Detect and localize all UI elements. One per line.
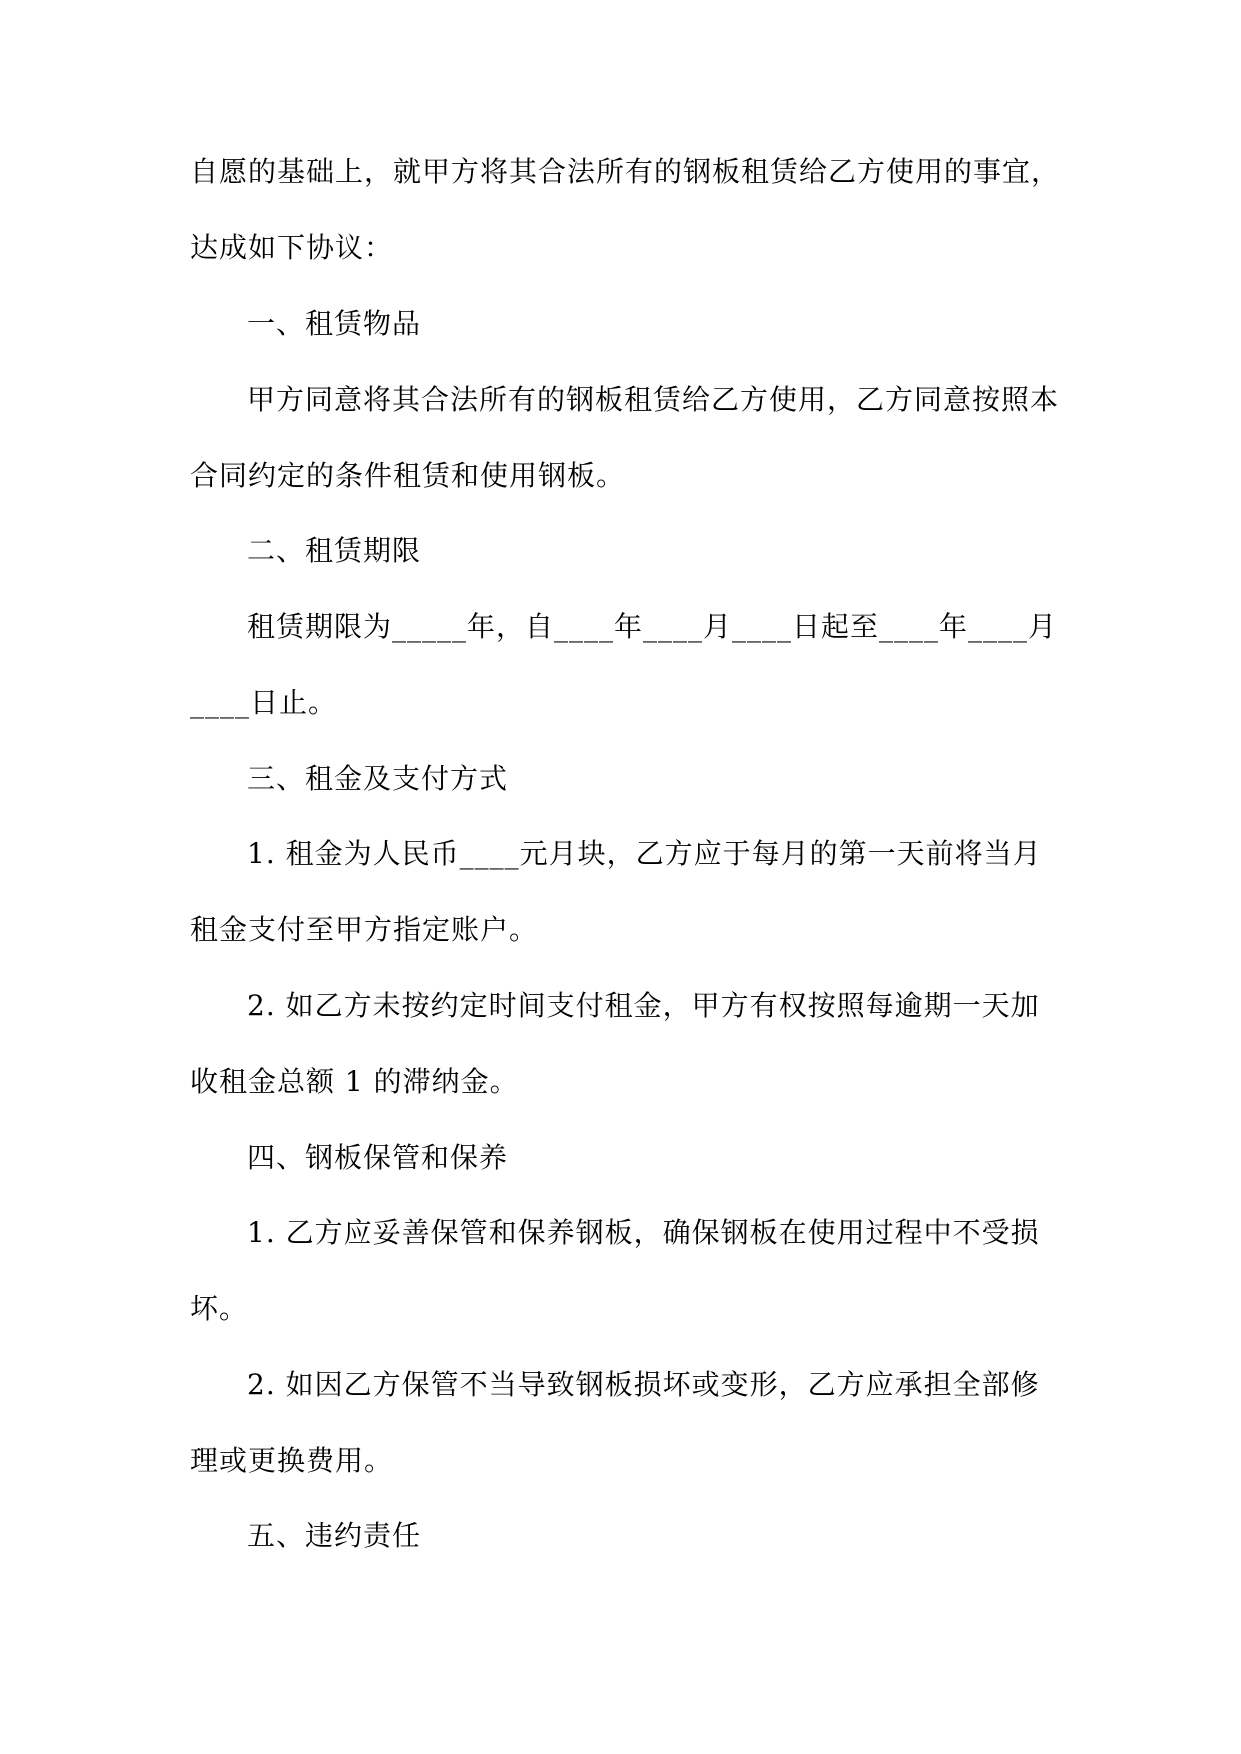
section-heading: 五、违约责任 bbox=[247, 1519, 422, 1552]
body-text-line: 达成如下协议： bbox=[190, 231, 394, 264]
body-text-line: 2. 如乙方未按约定时间支付租金，甲方有权按照每逾期一天加 bbox=[247, 989, 1040, 1022]
body-text-line: ____日止。 bbox=[190, 686, 338, 719]
body-text-line: 坏。 bbox=[190, 1292, 249, 1325]
body-text-line: 理或更换费用。 bbox=[190, 1444, 394, 1477]
section-heading: 三、租金及支付方式 bbox=[247, 762, 509, 795]
section-heading: 四、钢板保管和保养 bbox=[247, 1141, 509, 1174]
body-text-line: 甲方同意将其合法所有的钢板租赁给乙方使用，乙方同意按照本 bbox=[247, 383, 1060, 416]
section-heading: 二、租赁期限 bbox=[247, 534, 422, 567]
body-text-line: 1. 租金为人民币____元月块，乙方应于每月的第一天前将当月 bbox=[247, 837, 1042, 870]
body-text-line: 租金支付至甲方指定账户。 bbox=[190, 913, 539, 946]
section-heading: 一、租赁物品 bbox=[247, 307, 422, 340]
body-text-line: 合同约定的条件租赁和使用钢板。 bbox=[190, 459, 626, 492]
body-text-line: 2. 如因乙方保管不当导致钢板损坏或变形，乙方应承担全部修 bbox=[247, 1368, 1040, 1401]
body-text-line: 收租金总额 1 的滞纳金。 bbox=[190, 1065, 519, 1098]
body-text-line: 自愿的基础上，就甲方将其合法所有的钢板租赁给乙方使用的事宜， bbox=[190, 155, 1061, 188]
body-text-line: 租赁期限为_____年，自____年____月____日起至____年____月 bbox=[247, 610, 1058, 643]
body-text-line: 1. 乙方应妥善保管和保养钢板，确保钢板在使用过程中不受损 bbox=[247, 1216, 1040, 1249]
